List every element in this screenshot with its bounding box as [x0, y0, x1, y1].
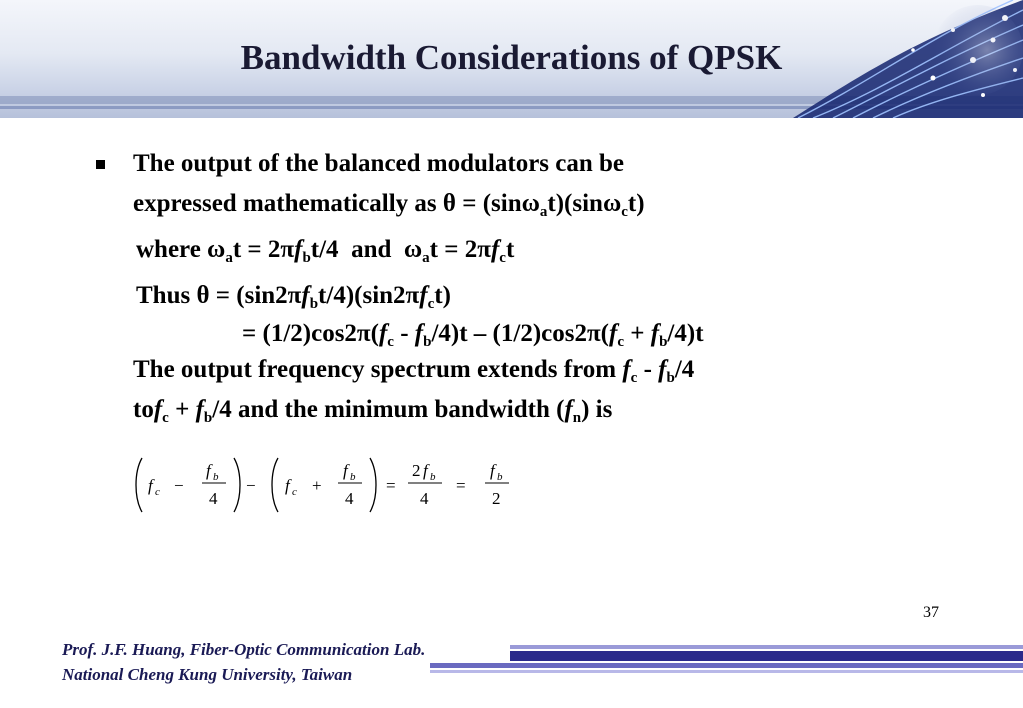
svg-text:4: 4: [345, 489, 354, 508]
svg-text:f: f: [343, 461, 348, 480]
thus-expression: $\theta = (\sin 2\pi f_bt/4)(\sin 2\pi f_ct)$: [196, 282, 451, 312]
svg-text:f: f: [148, 476, 153, 495]
is-text: ) is: [581, 396, 613, 423]
svg-text:b: b: [350, 471, 356, 483]
page-number: 37: [923, 604, 939, 621]
svg-text:−: −: [174, 476, 184, 495]
to-label: to: [133, 396, 154, 423]
spectrum-text: The output frequency spectrum extends from: [133, 356, 617, 383]
svg-text:b: b: [430, 471, 436, 483]
omega-c-expression: $\omega_at = 2\pi f_ct$: [403, 236, 515, 266]
f-symbol: f: [564, 396, 573, 423]
svg-text:=: =: [386, 476, 396, 495]
spectrum-line1: [133, 356, 694, 387]
footer-bar: [430, 670, 1023, 673]
where-line: [136, 236, 514, 267]
footer-bar: [430, 663, 1023, 668]
footer-bar: [510, 651, 1023, 661]
svg-text:−: −: [246, 476, 256, 495]
where-label: where: [136, 236, 201, 263]
and-label: and: [351, 236, 392, 263]
spectrum-upper-expression: $f_c + f_b/4$: [153, 396, 232, 426]
square-bullet-icon: [96, 160, 105, 169]
cosine-expression: = $(1/2)\cos 2\pi(f_c - f_b/4)t - (1/2)\cos 2\pi(f_c + f_b/4)t$: [242, 320, 704, 350]
n-subscript: n: [572, 410, 582, 426]
bullet-text-line2: [133, 190, 645, 221]
spectrum-line2: [133, 396, 612, 427]
svg-text:f: f: [206, 461, 211, 480]
bandwidth-formula: [130, 452, 520, 518]
bullet-text-line1: The output of the balanced modulators can be: [133, 150, 625, 177]
svg-text:2: 2: [492, 489, 501, 508]
bandwidth-text: and the minimum bandwidth (: [237, 396, 565, 423]
spectrum-lower-expression: $f_c - f_b/4$: [622, 356, 695, 386]
footer-bar: [510, 645, 1023, 649]
theta-expression: θ = (sinω$_a$t)(sinω$_c$t): [442, 190, 645, 220]
omega-a-expression: $\omega_at = 2\pi f_bt/4$: [207, 236, 339, 266]
svg-text:4: 4: [209, 489, 218, 508]
svg-text:f: f: [490, 461, 495, 480]
footer-author: Prof. J.F. Huang, Fiber-Optic Communication Lab.: [62, 640, 426, 659]
svg-text:=: =: [456, 476, 466, 495]
svg-text:2: 2: [412, 461, 421, 480]
svg-text:f: f: [423, 461, 428, 480]
expressed-text: expressed mathematically as: [133, 190, 437, 217]
thus-line: [136, 282, 451, 313]
svg-text:4: 4: [420, 489, 429, 508]
svg-text:f: f: [285, 476, 290, 495]
svg-text:b: b: [497, 471, 503, 483]
svg-text:b: b: [213, 471, 219, 483]
slide-title: Bandwidth Considerations of QPSK: [240, 38, 783, 77]
svg-text:c: c: [155, 486, 160, 498]
svg-text:c: c: [292, 486, 297, 498]
thus-label: Thus: [136, 282, 191, 309]
svg-text:+: +: [312, 476, 322, 495]
footer-university: National Cheng Kung University, Taiwan: [62, 665, 353, 684]
